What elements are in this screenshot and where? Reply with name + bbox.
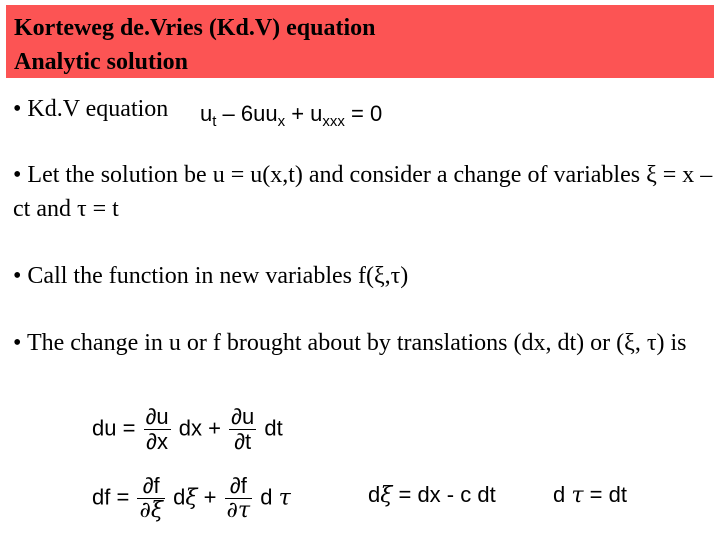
- df-term-1-var: ξ: [185, 485, 198, 511]
- df-term-2-d: d: [260, 484, 273, 510]
- du-frac-1-den: ∂x: [146, 429, 169, 454]
- dxi-rhs: = dx - c dt: [392, 482, 496, 507]
- df-equation: [92, 474, 291, 523]
- du-frac-2-den: ∂t: [234, 429, 252, 454]
- kdv-plus: + u: [285, 101, 323, 126]
- du-lhs: du =: [92, 415, 136, 441]
- du-frac-1: [144, 405, 171, 454]
- title-bar: [6, 5, 714, 78]
- df-frac-1-den: ∂ξ: [139, 498, 163, 523]
- kdv-middle: – 6uu: [216, 101, 278, 126]
- kdv-xxx-sub: xxx: [322, 113, 345, 130]
- kdv-x-sub: x: [277, 113, 286, 130]
- df-lhs: df =: [92, 484, 130, 510]
- dtau-equation: [553, 482, 627, 508]
- kdv-t-sub: t: [212, 113, 217, 130]
- dtau-rhs: = dt: [583, 482, 627, 507]
- du-term-1: dx +: [178, 415, 221, 441]
- bullet-translations: • The change in u or f brought about by translations (dx, dt) or (ξ, τ) is: [13, 330, 687, 356]
- dxi-d: d: [368, 482, 381, 507]
- bullet-change-of-variables: • Let the solution be u = u(x,t) and consider a change of variables ξ = x – ct and τ = t: [13, 162, 713, 222]
- dxi-var: ξ: [380, 483, 393, 508]
- du-equation: [92, 405, 283, 454]
- df-frac-2-den: ∂τ: [226, 498, 251, 523]
- df-frac-2: [225, 474, 253, 523]
- slide-title: Korteweg de.Vries (Kd.V) equation: [14, 15, 376, 41]
- kdv-rhs: = 0: [344, 101, 383, 126]
- df-term-2-var: τ: [278, 485, 291, 511]
- slide-subtitle: Analytic solution: [14, 49, 189, 75]
- df-frac-1-num: ∂f: [137, 474, 165, 499]
- du-frac-1-num: ∂u: [145, 404, 169, 429]
- kdv-equation: [200, 99, 382, 137]
- bullet-kdv-equation: • Kd.V equation: [13, 96, 169, 122]
- dxi-equation: [368, 482, 496, 508]
- df-frac-1: [137, 474, 165, 523]
- dtau-var: τ: [571, 483, 584, 508]
- dtau-d: d: [553, 482, 566, 507]
- bullet-new-variables: • Call the function in new variables f(ξ,τ): [13, 263, 409, 289]
- du-frac-2: [229, 405, 256, 454]
- df-plus: +: [203, 484, 217, 510]
- df-term-1-d: d: [173, 484, 186, 510]
- df-frac-2-num: ∂f: [225, 474, 253, 499]
- du-term-2: dt: [264, 415, 283, 441]
- du-frac-2-num: ∂u: [231, 404, 255, 429]
- kdv-u: u: [200, 101, 213, 126]
